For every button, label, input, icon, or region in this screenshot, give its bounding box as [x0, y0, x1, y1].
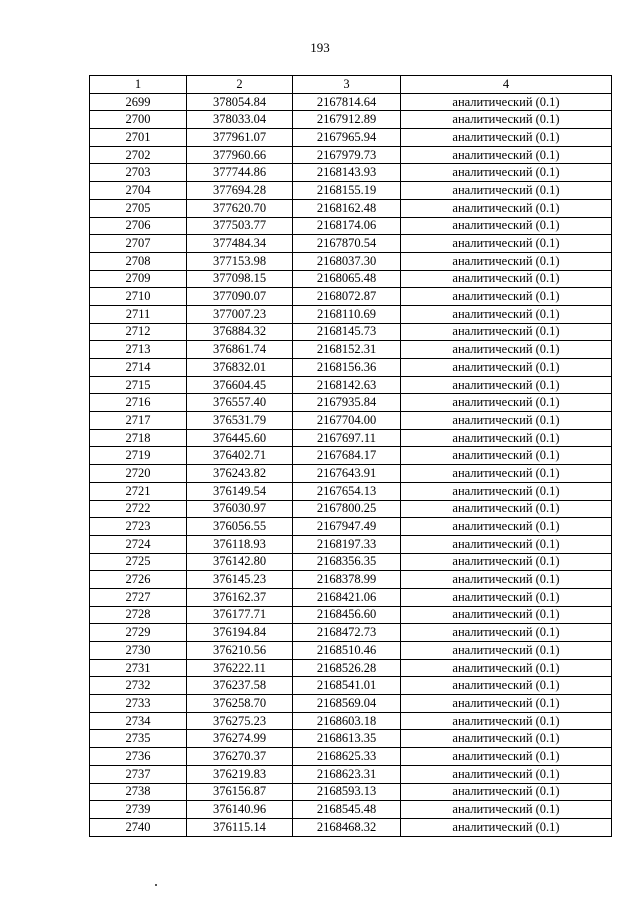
table-row — [90, 93, 612, 111]
table-row — [90, 765, 612, 783]
y-coordinate-cell: 2168378.99 — [293, 571, 401, 589]
method-cell: аналитический (0.1) — [401, 129, 612, 147]
y-coordinate-cell: 2168456.60 — [293, 606, 401, 624]
y-coordinate-cell: 2167697.11 — [293, 429, 401, 447]
table-row — [90, 341, 612, 359]
y-coordinate-cell: 2167979.73 — [293, 146, 401, 164]
y-coordinate-cell: 2168145.73 — [293, 323, 401, 341]
point-number-cell: 2725 — [90, 553, 187, 571]
table-row — [90, 146, 612, 164]
column-header-2: 2 — [187, 76, 293, 94]
method-cell: аналитический (0.1) — [401, 535, 612, 553]
point-number-cell: 2711 — [90, 305, 187, 323]
table-row — [90, 730, 612, 748]
y-coordinate-cell: 2168613.35 — [293, 730, 401, 748]
table-row — [90, 199, 612, 217]
point-number-cell: 2708 — [90, 252, 187, 270]
point-number-cell: 2704 — [90, 182, 187, 200]
x-coordinate-cell: 376861.74 — [187, 341, 293, 359]
method-cell: аналитический (0.1) — [401, 783, 612, 801]
scan-speck — [155, 884, 157, 886]
method-cell: аналитический (0.1) — [401, 199, 612, 217]
table-body — [90, 93, 612, 836]
x-coordinate-cell: 377503.77 — [187, 217, 293, 235]
x-coordinate-cell: 377620.70 — [187, 199, 293, 217]
method-cell: аналитический (0.1) — [401, 164, 612, 182]
method-cell: аналитический (0.1) — [401, 642, 612, 660]
table-row — [90, 323, 612, 341]
x-coordinate-cell: 376056.55 — [187, 518, 293, 536]
point-number-cell: 2734 — [90, 712, 187, 730]
x-coordinate-cell: 376156.87 — [187, 783, 293, 801]
column-header-3: 3 — [293, 76, 401, 94]
table-row — [90, 129, 612, 147]
y-coordinate-cell: 2168625.33 — [293, 748, 401, 766]
x-coordinate-cell: 376445.60 — [187, 429, 293, 447]
y-coordinate-cell: 2167643.91 — [293, 465, 401, 483]
y-coordinate-cell: 2168143.93 — [293, 164, 401, 182]
table-row — [90, 164, 612, 182]
table-row — [90, 818, 612, 836]
method-cell: аналитический (0.1) — [401, 482, 612, 500]
method-cell: аналитический (0.1) — [401, 606, 612, 624]
y-coordinate-cell: 2167704.00 — [293, 412, 401, 430]
method-cell: аналитический (0.1) — [401, 730, 612, 748]
y-coordinate-cell: 2168593.13 — [293, 783, 401, 801]
table-row — [90, 376, 612, 394]
x-coordinate-cell: 376243.82 — [187, 465, 293, 483]
table-header-row — [90, 76, 612, 94]
point-number-cell: 2723 — [90, 518, 187, 536]
method-cell: аналитический (0.1) — [401, 270, 612, 288]
table-row — [90, 412, 612, 430]
table-row — [90, 252, 612, 270]
point-number-cell: 2737 — [90, 765, 187, 783]
x-coordinate-cell: 377960.66 — [187, 146, 293, 164]
point-number-cell: 2736 — [90, 748, 187, 766]
x-coordinate-cell: 378054.84 — [187, 93, 293, 111]
x-coordinate-cell: 376402.71 — [187, 447, 293, 465]
point-number-cell: 2730 — [90, 642, 187, 660]
table-row — [90, 482, 612, 500]
y-coordinate-cell: 2168142.63 — [293, 376, 401, 394]
x-coordinate-cell: 376275.23 — [187, 712, 293, 730]
point-number-cell: 2701 — [90, 129, 187, 147]
x-coordinate-cell: 376177.71 — [187, 606, 293, 624]
x-coordinate-cell: 376222.11 — [187, 659, 293, 677]
coordinates-table — [89, 75, 612, 837]
table-row — [90, 465, 612, 483]
table-row — [90, 217, 612, 235]
y-coordinate-cell: 2168065.48 — [293, 270, 401, 288]
point-number-cell: 2720 — [90, 465, 187, 483]
table-row — [90, 748, 612, 766]
point-number-cell: 2707 — [90, 235, 187, 253]
method-cell: аналитический (0.1) — [401, 765, 612, 783]
x-coordinate-cell: 376531.79 — [187, 412, 293, 430]
point-number-cell: 2710 — [90, 288, 187, 306]
x-coordinate-cell: 377744.86 — [187, 164, 293, 182]
x-coordinate-cell: 376149.54 — [187, 482, 293, 500]
point-number-cell: 2702 — [90, 146, 187, 164]
table-row — [90, 429, 612, 447]
table-row — [90, 305, 612, 323]
method-cell: аналитический (0.1) — [401, 748, 612, 766]
x-coordinate-cell: 376030.97 — [187, 500, 293, 518]
point-number-cell: 2727 — [90, 588, 187, 606]
y-coordinate-cell: 2167684.17 — [293, 447, 401, 465]
x-coordinate-cell: 377098.15 — [187, 270, 293, 288]
table-row — [90, 535, 612, 553]
method-cell: аналитический (0.1) — [401, 500, 612, 518]
y-coordinate-cell: 2167814.64 — [293, 93, 401, 111]
y-coordinate-cell: 2167870.54 — [293, 235, 401, 253]
x-coordinate-cell: 376219.83 — [187, 765, 293, 783]
table-row — [90, 111, 612, 129]
x-coordinate-cell: 377090.07 — [187, 288, 293, 306]
y-coordinate-cell: 2168156.36 — [293, 359, 401, 377]
method-cell: аналитический (0.1) — [401, 182, 612, 200]
point-number-cell: 2738 — [90, 783, 187, 801]
x-coordinate-cell: 376142.80 — [187, 553, 293, 571]
table-row — [90, 270, 612, 288]
point-number-cell: 2728 — [90, 606, 187, 624]
method-cell: аналитический (0.1) — [401, 518, 612, 536]
table-row — [90, 288, 612, 306]
x-coordinate-cell: 376604.45 — [187, 376, 293, 394]
x-coordinate-cell: 376210.56 — [187, 642, 293, 660]
method-cell: аналитический (0.1) — [401, 305, 612, 323]
y-coordinate-cell: 2168037.30 — [293, 252, 401, 270]
y-coordinate-cell: 2167800.25 — [293, 500, 401, 518]
method-cell: аналитический (0.1) — [401, 359, 612, 377]
x-coordinate-cell: 376274.99 — [187, 730, 293, 748]
y-coordinate-cell: 2167965.94 — [293, 129, 401, 147]
point-number-cell: 2726 — [90, 571, 187, 589]
x-coordinate-cell: 376145.23 — [187, 571, 293, 589]
y-coordinate-cell: 2167935.84 — [293, 394, 401, 412]
point-number-cell: 2719 — [90, 447, 187, 465]
method-cell: аналитический (0.1) — [401, 111, 612, 129]
y-coordinate-cell: 2168468.32 — [293, 818, 401, 836]
point-number-cell: 2735 — [90, 730, 187, 748]
table-row — [90, 677, 612, 695]
y-coordinate-cell: 2168155.19 — [293, 182, 401, 200]
table-row — [90, 642, 612, 660]
point-number-cell: 2700 — [90, 111, 187, 129]
y-coordinate-cell: 2168356.35 — [293, 553, 401, 571]
method-cell: аналитический (0.1) — [401, 624, 612, 642]
table-row — [90, 518, 612, 536]
x-coordinate-cell: 376162.37 — [187, 588, 293, 606]
point-number-cell: 2705 — [90, 199, 187, 217]
y-coordinate-cell: 2168072.87 — [293, 288, 401, 306]
method-cell: аналитический (0.1) — [401, 447, 612, 465]
table-row — [90, 606, 612, 624]
y-coordinate-cell: 2168174.06 — [293, 217, 401, 235]
point-number-cell: 2706 — [90, 217, 187, 235]
method-cell: аналитический (0.1) — [401, 376, 612, 394]
point-number-cell: 2731 — [90, 659, 187, 677]
y-coordinate-cell: 2168603.18 — [293, 712, 401, 730]
page-number: 193 — [310, 40, 330, 55]
x-coordinate-cell: 376118.93 — [187, 535, 293, 553]
x-coordinate-cell: 376270.37 — [187, 748, 293, 766]
y-coordinate-cell: 2168541.01 — [293, 677, 401, 695]
method-cell: аналитический (0.1) — [401, 235, 612, 253]
x-coordinate-cell: 377484.34 — [187, 235, 293, 253]
x-coordinate-cell: 377007.23 — [187, 305, 293, 323]
method-cell: аналитический (0.1) — [401, 818, 612, 836]
y-coordinate-cell: 2168197.33 — [293, 535, 401, 553]
table-row — [90, 783, 612, 801]
table-row — [90, 235, 612, 253]
point-number-cell: 2718 — [90, 429, 187, 447]
x-coordinate-cell: 376237.58 — [187, 677, 293, 695]
method-cell: аналитический (0.1) — [401, 217, 612, 235]
table-row — [90, 659, 612, 677]
x-coordinate-cell: 376557.40 — [187, 394, 293, 412]
y-coordinate-cell: 2168472.73 — [293, 624, 401, 642]
method-cell: аналитический (0.1) — [401, 429, 612, 447]
method-cell: аналитический (0.1) — [401, 588, 612, 606]
column-header-4: 4 — [401, 76, 612, 94]
method-cell: аналитический (0.1) — [401, 412, 612, 430]
table-row — [90, 571, 612, 589]
table-row — [90, 447, 612, 465]
method-cell: аналитический (0.1) — [401, 341, 612, 359]
y-coordinate-cell: 2168623.31 — [293, 765, 401, 783]
table-row — [90, 359, 612, 377]
method-cell: аналитический (0.1) — [401, 93, 612, 111]
method-cell: аналитический (0.1) — [401, 394, 612, 412]
column-header-1: 1 — [90, 76, 187, 94]
x-coordinate-cell: 376832.01 — [187, 359, 293, 377]
point-number-cell: 2709 — [90, 270, 187, 288]
y-coordinate-cell: 2168152.31 — [293, 341, 401, 359]
x-coordinate-cell: 377961.07 — [187, 129, 293, 147]
method-cell: аналитический (0.1) — [401, 146, 612, 164]
table-row — [90, 182, 612, 200]
point-number-cell: 2716 — [90, 394, 187, 412]
point-number-cell: 2724 — [90, 535, 187, 553]
method-cell: аналитический (0.1) — [401, 677, 612, 695]
table-row — [90, 695, 612, 713]
method-cell: аналитический (0.1) — [401, 695, 612, 713]
table-row — [90, 394, 612, 412]
method-cell: аналитический (0.1) — [401, 571, 612, 589]
x-coordinate-cell: 377153.98 — [187, 252, 293, 270]
table-row — [90, 712, 612, 730]
x-coordinate-cell: 378033.04 — [187, 111, 293, 129]
point-number-cell: 2739 — [90, 801, 187, 819]
x-coordinate-cell: 376115.14 — [187, 818, 293, 836]
method-cell: аналитический (0.1) — [401, 288, 612, 306]
x-coordinate-cell: 376884.32 — [187, 323, 293, 341]
y-coordinate-cell: 2168545.48 — [293, 801, 401, 819]
point-number-cell: 2715 — [90, 376, 187, 394]
x-coordinate-cell: 376140.96 — [187, 801, 293, 819]
method-cell: аналитический (0.1) — [401, 252, 612, 270]
point-number-cell: 2717 — [90, 412, 187, 430]
point-number-cell: 2733 — [90, 695, 187, 713]
method-cell: аналитический (0.1) — [401, 553, 612, 571]
y-coordinate-cell: 2168421.06 — [293, 588, 401, 606]
y-coordinate-cell: 2167912.89 — [293, 111, 401, 129]
point-number-cell: 2714 — [90, 359, 187, 377]
method-cell: аналитический (0.1) — [401, 659, 612, 677]
point-number-cell: 2732 — [90, 677, 187, 695]
point-number-cell: 2722 — [90, 500, 187, 518]
y-coordinate-cell: 2168110.69 — [293, 305, 401, 323]
table-row — [90, 801, 612, 819]
point-number-cell: 2699 — [90, 93, 187, 111]
y-coordinate-cell: 2168162.48 — [293, 199, 401, 217]
method-cell: аналитический (0.1) — [401, 712, 612, 730]
point-number-cell: 2703 — [90, 164, 187, 182]
point-number-cell: 2712 — [90, 323, 187, 341]
point-number-cell: 2721 — [90, 482, 187, 500]
x-coordinate-cell: 376258.70 — [187, 695, 293, 713]
y-coordinate-cell: 2168526.28 — [293, 659, 401, 677]
point-number-cell: 2740 — [90, 818, 187, 836]
x-coordinate-cell: 377694.28 — [187, 182, 293, 200]
method-cell: аналитический (0.1) — [401, 801, 612, 819]
point-number-cell: 2713 — [90, 341, 187, 359]
table-row — [90, 624, 612, 642]
table-row — [90, 588, 612, 606]
table-row — [90, 500, 612, 518]
y-coordinate-cell: 2168510.46 — [293, 642, 401, 660]
y-coordinate-cell: 2167654.13 — [293, 482, 401, 500]
table-row — [90, 553, 612, 571]
method-cell: аналитический (0.1) — [401, 465, 612, 483]
point-number-cell: 2729 — [90, 624, 187, 642]
y-coordinate-cell: 2167947.49 — [293, 518, 401, 536]
method-cell: аналитический (0.1) — [401, 323, 612, 341]
y-coordinate-cell: 2168569.04 — [293, 695, 401, 713]
x-coordinate-cell: 376194.84 — [187, 624, 293, 642]
